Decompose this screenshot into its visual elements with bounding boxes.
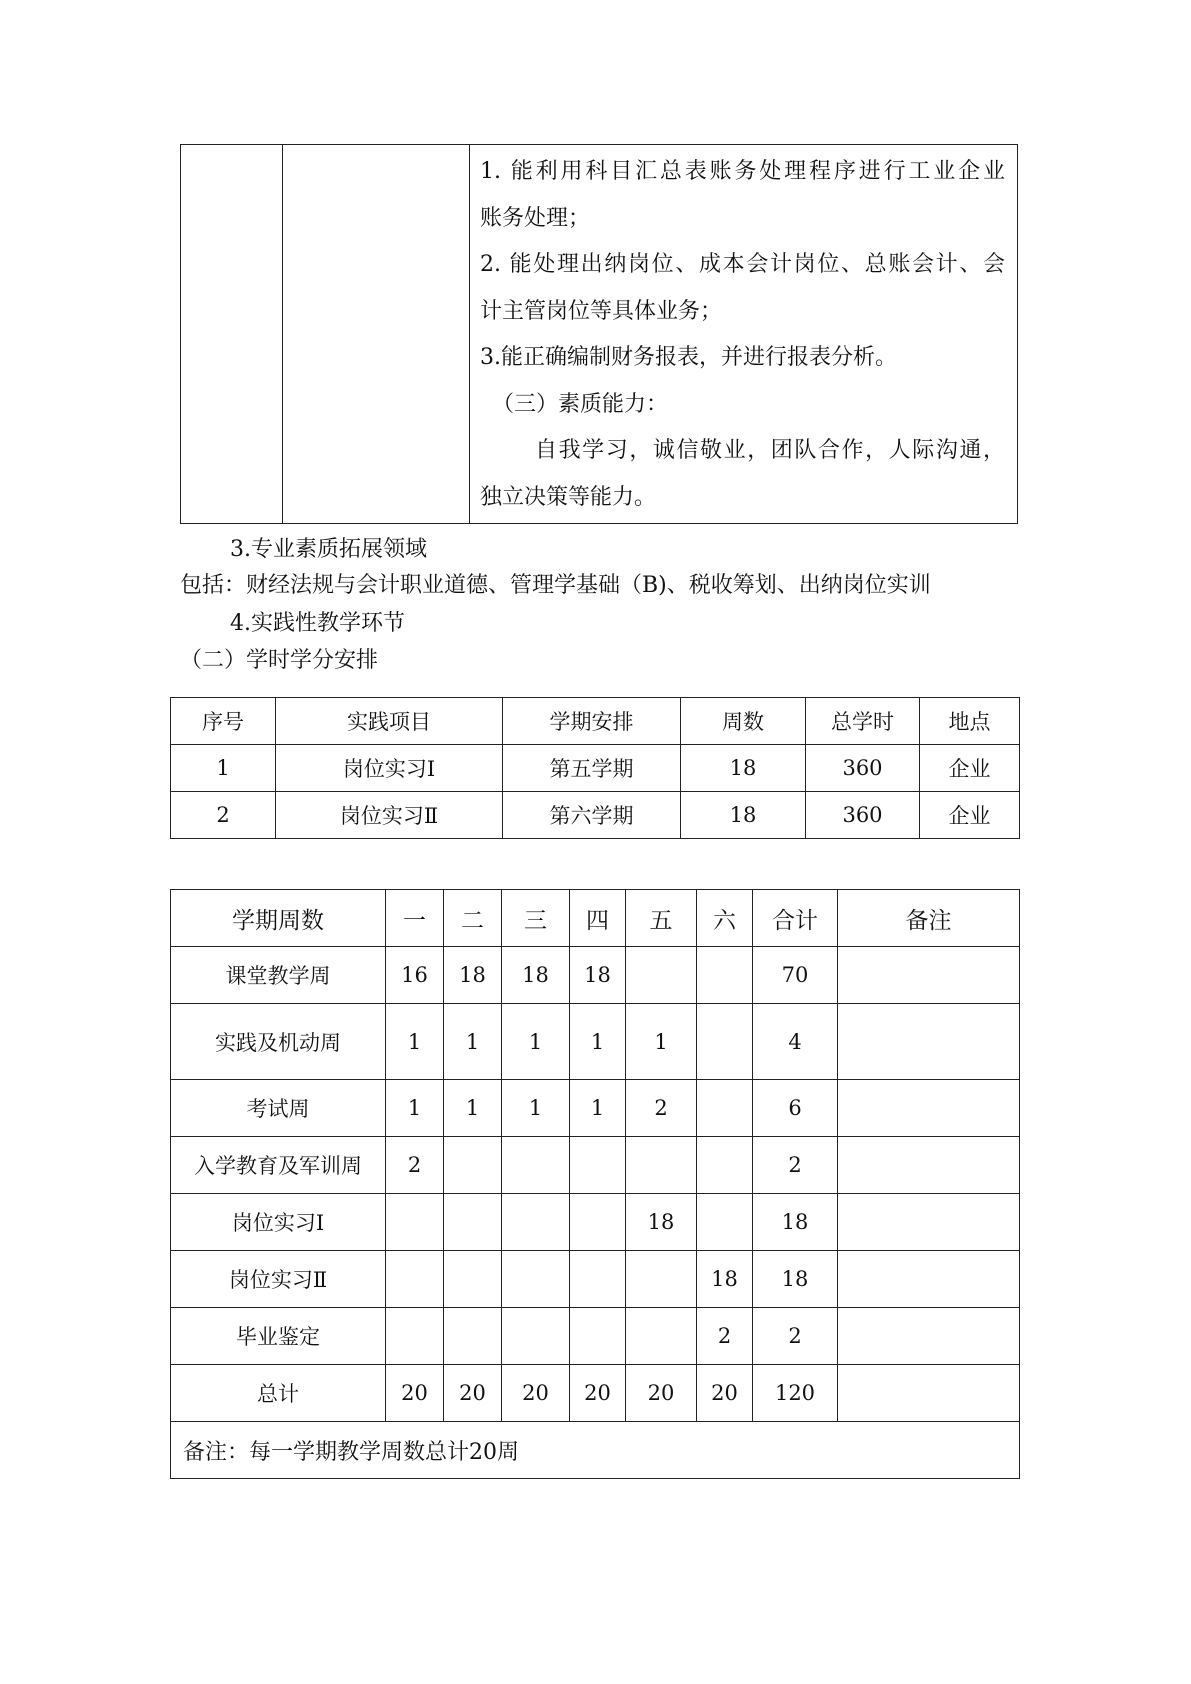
row-label-cell: 岗位实习Ⅱ	[171, 1251, 386, 1308]
table-row	[171, 1308, 1020, 1365]
table-cell	[626, 1137, 697, 1194]
table-cell: 岗位实习Ⅱ	[276, 792, 503, 839]
text-line: 计主管岗位等具体业务；	[480, 298, 723, 324]
table-cell: 18	[681, 792, 806, 839]
table-cell	[502, 1251, 570, 1308]
table-cell	[697, 947, 753, 1004]
table-header-row	[171, 698, 1020, 745]
section-heading: 3.专业素质拓展领域	[230, 537, 427, 562]
table-row	[181, 145, 1018, 524]
header-cell: 二	[444, 890, 502, 947]
table-cell	[626, 1308, 697, 1365]
table-row	[171, 1137, 1020, 1194]
curriculum-continuation-table	[180, 144, 1018, 524]
table-cell	[838, 1080, 1020, 1137]
table-cell: 2	[697, 1308, 753, 1365]
table-cell: 18	[753, 1251, 838, 1308]
table-row	[171, 1251, 1020, 1308]
row-label-cell: 岗位实习Ⅰ	[171, 1194, 386, 1251]
practice-table	[170, 697, 1020, 839]
table-cell: 第五学期	[503, 745, 681, 792]
header-cell: 五	[626, 890, 697, 947]
table-row	[171, 745, 1020, 792]
table-cell: 1	[386, 1004, 444, 1080]
table-cell: 第六学期	[503, 792, 681, 839]
table-cell	[838, 1251, 1020, 1308]
table-cell: 70	[753, 947, 838, 1004]
table-cell: 1	[502, 1004, 570, 1080]
table-cell: 1	[171, 745, 276, 792]
header-cell: 六	[697, 890, 753, 947]
table-cell	[502, 1308, 570, 1365]
row-label-cell: 总计	[171, 1365, 386, 1422]
row-label-cell: 实践及机动周	[171, 1004, 386, 1080]
header-cell: 备注	[838, 890, 1020, 947]
row-label-cell: 考试周	[171, 1080, 386, 1137]
table-row	[171, 1194, 1020, 1251]
row-label-cell: 毕业鉴定	[171, 1308, 386, 1365]
table-cell: 1	[502, 1080, 570, 1137]
weeks-table	[170, 889, 1020, 1479]
header-cell: 周数	[681, 698, 806, 745]
table-cell	[570, 1137, 626, 1194]
table-cell: 20	[570, 1365, 626, 1422]
table-row	[171, 1004, 1020, 1080]
table-cell: 2	[171, 792, 276, 839]
table-cell: 18	[697, 1251, 753, 1308]
table-cell: 18	[502, 947, 570, 1004]
row-label-cell: 入学教育及军训周	[171, 1137, 386, 1194]
table-cell: 18	[753, 1194, 838, 1251]
table-cell: 120	[753, 1365, 838, 1422]
table-cell: 16	[386, 947, 444, 1004]
table-cell	[838, 1194, 1020, 1251]
header-cell: 实践项目	[276, 698, 503, 745]
table-row	[171, 792, 1020, 839]
empty-cell	[181, 145, 283, 524]
table-header-row	[171, 890, 1020, 947]
table-cell	[444, 1251, 502, 1308]
table-cell: 2	[626, 1080, 697, 1137]
table-cell: 20	[502, 1365, 570, 1422]
table-cell: 20	[626, 1365, 697, 1422]
table-cell: 1	[386, 1080, 444, 1137]
table-cell: 2	[753, 1308, 838, 1365]
table-cell	[444, 1137, 502, 1194]
header-cell: 序号	[171, 698, 276, 745]
table-cell	[838, 1365, 1020, 1422]
table-cell	[570, 1251, 626, 1308]
table-cell	[444, 1308, 502, 1365]
table-cell: 2	[386, 1137, 444, 1194]
empty-cell	[283, 145, 470, 524]
table-cell: 360	[806, 792, 920, 839]
table-cell	[386, 1308, 444, 1365]
table-cell	[626, 1251, 697, 1308]
subsection-heading: （三）素质能力：	[492, 391, 669, 417]
text-line: 1. 能利用科目汇总表账务处理程序进行工业企业	[480, 159, 1005, 184]
table-cell: 18	[570, 947, 626, 1004]
table-cell: 2	[753, 1137, 838, 1194]
table-cell	[697, 1137, 753, 1194]
table-cell	[502, 1194, 570, 1251]
table-cell	[626, 947, 697, 1004]
text-line: 账务处理；	[480, 205, 591, 231]
table-cell	[386, 1251, 444, 1308]
table-cell: 20	[444, 1365, 502, 1422]
row-label-cell: 课堂教学周	[171, 947, 386, 1004]
table-cell: 1	[570, 1004, 626, 1080]
text-line: 独立决策等能力。	[480, 484, 657, 510]
table-cell	[697, 1194, 753, 1251]
text-line: 2. 能处理出纳岗位、成本会计岗位、总账会计、会	[480, 252, 1005, 277]
table-note: 备注：每一学期教学周数总计20周	[171, 1422, 1020, 1479]
table-row	[171, 1365, 1020, 1422]
text-line: 3.能正确编制财务报表，并进行报表分析。	[480, 345, 897, 370]
header-cell: 一	[386, 890, 444, 947]
table-cell: 360	[806, 745, 920, 792]
table-cell	[838, 1308, 1020, 1365]
text-line: 自我学习，诚信敬业，团队合作，人际沟通，	[535, 438, 1005, 463]
table-cell: 6	[753, 1080, 838, 1137]
table-cell	[697, 1080, 753, 1137]
section-heading: （二）学时学分安排	[180, 648, 379, 673]
table-cell: 1	[444, 1004, 502, 1080]
table-cell	[838, 1004, 1020, 1080]
table-row	[171, 1422, 1020, 1479]
ability-description-cell	[470, 145, 1018, 524]
section-body: 包括：财经法规与会计职业道德、管理学基础（B)、税收筹划、出纳岗位实训	[180, 573, 931, 598]
table-cell	[838, 947, 1020, 1004]
table-cell: 企业	[920, 745, 1020, 792]
table-cell	[838, 1137, 1020, 1194]
table-cell	[502, 1137, 570, 1194]
section-heading: 4.实践性教学环节	[230, 611, 405, 636]
header-cell: 学期周数	[171, 890, 386, 947]
header-cell: 四	[570, 890, 626, 947]
header-cell: 地点	[920, 698, 1020, 745]
table-cell	[386, 1194, 444, 1251]
table-cell: 18	[626, 1194, 697, 1251]
table-cell: 4	[753, 1004, 838, 1080]
header-cell: 三	[502, 890, 570, 947]
table-cell: 1	[444, 1080, 502, 1137]
table-cell	[444, 1194, 502, 1251]
table-cell: 20	[386, 1365, 444, 1422]
table-cell	[570, 1308, 626, 1365]
table-cell	[697, 1004, 753, 1080]
table-row	[171, 1080, 1020, 1137]
header-cell: 合计	[753, 890, 838, 947]
table-cell: 20	[697, 1365, 753, 1422]
table-row	[171, 947, 1020, 1004]
table-cell: 1	[570, 1080, 626, 1137]
table-cell	[570, 1194, 626, 1251]
table-cell: 岗位实习Ⅰ	[276, 745, 503, 792]
table-cell: 18	[444, 947, 502, 1004]
table-cell: 1	[626, 1004, 697, 1080]
header-cell: 学期安排	[503, 698, 681, 745]
table-cell: 18	[681, 745, 806, 792]
table-cell: 企业	[920, 792, 1020, 839]
header-cell: 总学时	[806, 698, 920, 745]
